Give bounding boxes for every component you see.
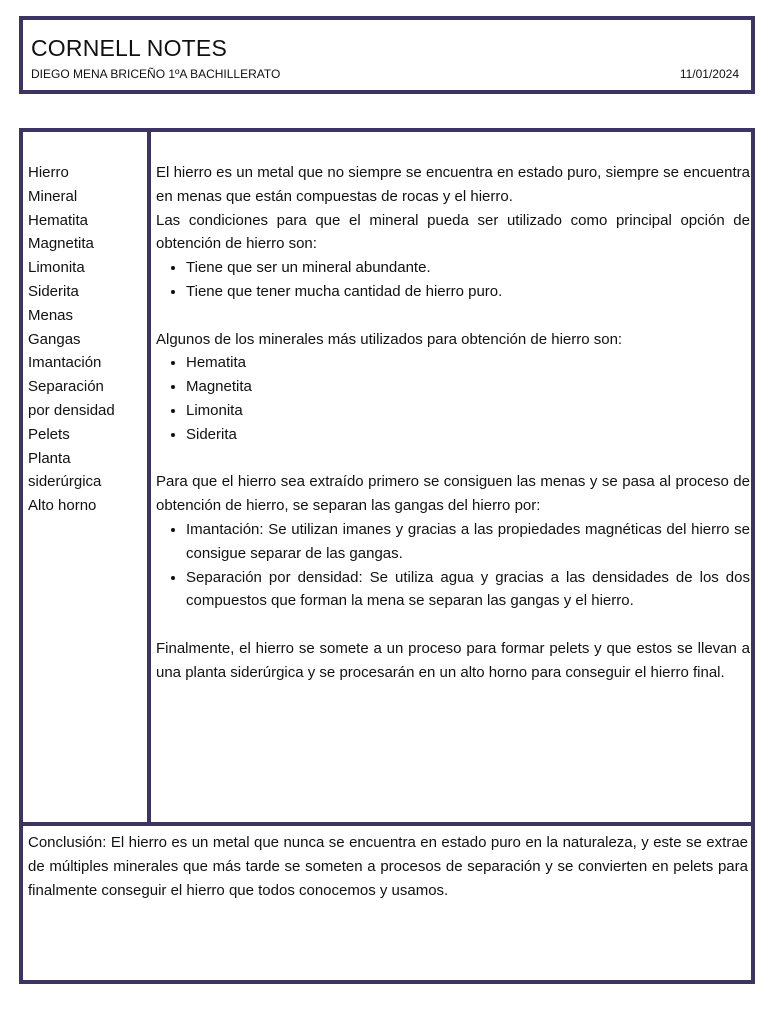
list-item: • Separación por densidad: Se utiliza agua y gracias a las densidades de los dos compuestos que forman la mena se separan las gangas y el hierro. bbox=[186, 566, 750, 614]
cue-item: por densidad bbox=[28, 401, 115, 419]
notes-paragraph: El hierro es un metal que no siempre se encuentra en estado puro, siempre se encuentra en menas que están compuestas de rocas y el hierro. bbox=[156, 164, 750, 205]
cue-item: Menas bbox=[28, 306, 74, 324]
notes-paragraph: Algunos de los minerales más utilizados para obtención de hierro son: bbox=[156, 330, 623, 348]
cue-item: Mineral bbox=[28, 187, 78, 205]
page-title: CORNELL NOTES bbox=[31, 35, 228, 61]
notes-paragraph: Finalmente, el hierro se somete a un proceso para formar pelets y que estos se llevan a una planta siderúrgica y se procesarán en un alto horno para conseguir el hierro final. bbox=[156, 639, 750, 681]
conditions-list bbox=[156, 256, 750, 304]
cue-item: Hematita bbox=[28, 211, 89, 229]
methods-list bbox=[156, 518, 750, 613]
minerals-list bbox=[156, 351, 750, 446]
cue-item: Separación bbox=[28, 378, 104, 396]
cue-item: Siderita bbox=[28, 282, 79, 300]
cue-item: Pelets bbox=[28, 425, 70, 443]
cue-column bbox=[23, 132, 151, 822]
list-item: • Tiene que tener mucha cantidad de hierro puro. bbox=[186, 280, 750, 304]
notes-box bbox=[19, 128, 755, 984]
cue-item: Planta bbox=[28, 449, 71, 467]
list-item: • Tiene que ser un mineral abundante. bbox=[186, 256, 750, 280]
header-box bbox=[19, 16, 755, 94]
summary-section bbox=[23, 822, 751, 980]
cue-item: Limonita bbox=[28, 259, 85, 277]
list-item: • Imantación: Se utilizan imanes y gracias a las propiedades magnéticas del hierro se consigue separar de las gangas. bbox=[186, 518, 750, 566]
cue-item: Magnetita bbox=[28, 235, 94, 253]
cue-item: Gangas bbox=[28, 330, 81, 348]
summary-text: Conclusión: El hierro es un metal que nunca se encuentra en estado puro en la naturaleza, y este se extrae de múltiples minerales que más tarde se someten a procesos de separación y se convierten en pelets para finalmente conseguir el hierro que todos conocemos y usamos. bbox=[28, 834, 748, 899]
cue-list bbox=[28, 161, 115, 518]
list-item: • Hematita bbox=[186, 351, 750, 375]
notes-paragraph: Las condiciones para que el mineral pueda ser utilizado como principal opción de obtención de hierro son: bbox=[156, 211, 750, 253]
list-item: • Limonita bbox=[186, 399, 750, 423]
cue-item: siderúrgica bbox=[28, 473, 102, 491]
author-line: DIEGO MENA BRICEÑO 1ºA BACHILLERATO bbox=[31, 67, 281, 81]
date-label: 11/01/2024 bbox=[679, 67, 739, 81]
notes-paragraph: Para que el hierro sea extraído primero se consiguen las menas y se pasa al proceso de obtención de hierro, se separan las gangas del hierro por: bbox=[156, 473, 750, 515]
spacer bbox=[156, 613, 750, 637]
cue-item: Hierro bbox=[28, 164, 69, 181]
list-item: • Magnetita bbox=[186, 375, 750, 399]
cue-item: Alto horno bbox=[28, 497, 97, 515]
spacer bbox=[156, 304, 750, 328]
cue-item: Imantación bbox=[28, 354, 102, 372]
list-item: • Siderita bbox=[186, 423, 750, 447]
notes-column bbox=[156, 161, 750, 685]
spacer bbox=[156, 447, 750, 471]
